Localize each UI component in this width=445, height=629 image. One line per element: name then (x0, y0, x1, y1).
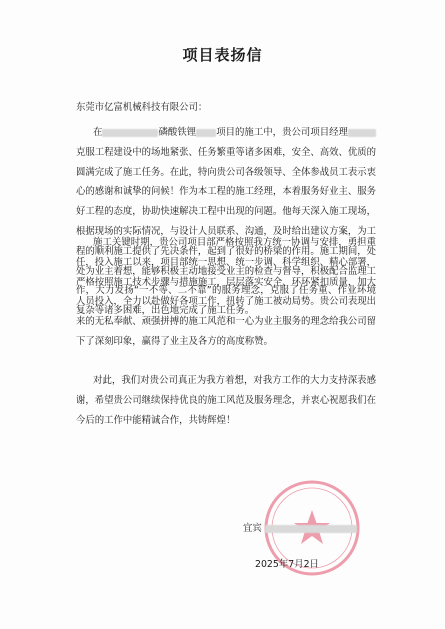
redacted-signer-company (265, 525, 357, 533)
signature-line (243, 520, 357, 534)
redacted-location (196, 129, 216, 137)
paragraph-3 (76, 371, 376, 430)
signature-prefix: 宜宾 (243, 523, 262, 534)
letter-date: 2025年7月2日 (255, 559, 319, 570)
redacted-manager-name (348, 129, 376, 137)
p1-text-d: 克服工程建设中的场地紧张、任务繁重等诸多困难，安全、高效、优质的圆满完成了施工任务。在此，特向贵公司各级领导、全体参战员工表示衷心的感谢和诚挚的问候！作为本工程的施工经理，本着服务好业主、服务好工程的态度，协助快速解决工程中出现的问题。他每天深入施工现场，根据现场的实际情况，与设计人员联系、沟通，及时给出建议方案，为工程的顺利施工提供了先决条件，起到了很好的桥梁的作用。施工期间，处处为业主着想，能够积极主动地接受业主的检查与督导，积极配合监理工作，大力发扬“一不等、二不靠”的服务理念，克服了任务重、作业环境复杂等诸多困难，出色地完成了施工任务。 (76, 146, 377, 317)
p1-text-c: 项目的施工中，贵公司项目经理 (216, 127, 348, 138)
p1-text-a: 在 (93, 127, 103, 138)
p2-text: 施工关键时期，贵公司项目部严格按照我方统一协调与安排，勇担重任，投入施工以来，项目部统一思想、统一步调、科学组织、精心部署，严格按照施工技术步骤与措施施工，层层落实安全、环环紧扣质量，加大人员投入，全力以赴做好各项工作，扭转了施工被动局势。贵公司表现出来的无私奉献、顽强拼搏的施工风范和一心为业主服务的理念给我公司留下了深刻印象，赢得了业主及各方的高度称赞。 (76, 237, 377, 347)
letter-title: 项目表扬信 (182, 46, 263, 64)
p1-text-b: 磷酸铁锂 (158, 127, 197, 138)
p3-text: 对此，我们对贵公司真正为我方着想，对我方工作的大力支持深表感谢，希望贵公司继续保持优良的施工风范及服务理念，并衷心祝愿我们在今后的工作中能精诚合作，共铸辉煌！ (76, 375, 377, 426)
paragraph-2 (76, 233, 376, 352)
salutation: 东莞市亿富机械科技有限公司： (76, 102, 208, 113)
redacted-company (102, 129, 158, 137)
